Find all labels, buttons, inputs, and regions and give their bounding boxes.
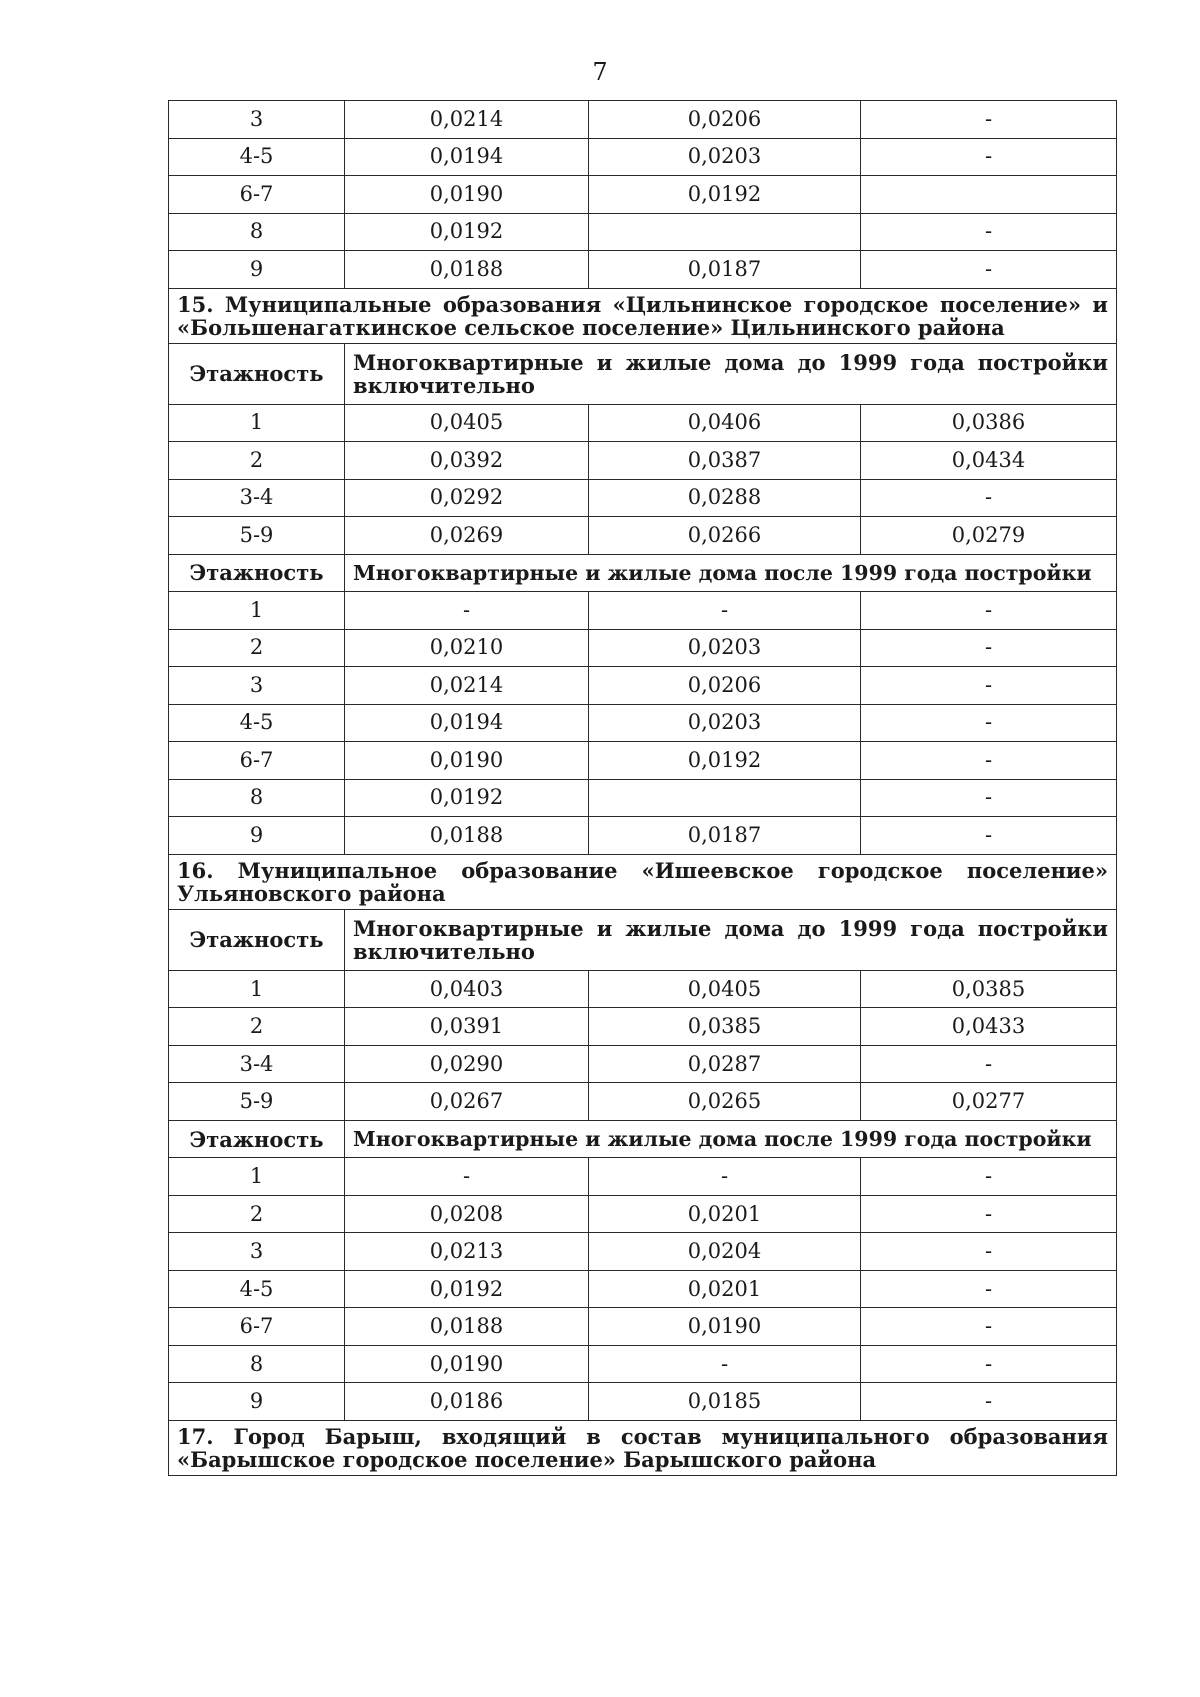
floor-cell: 5-9 <box>169 1083 345 1121</box>
table-row <box>169 1158 1117 1196</box>
value-cell: 0,0192 <box>345 1270 589 1308</box>
value-cell: 0,0385 <box>861 970 1117 1008</box>
value-cell: - <box>345 592 589 630</box>
table-row <box>169 704 1117 742</box>
value-cell: 0,0185 <box>589 1383 861 1421</box>
value-cell: - <box>589 1158 861 1196</box>
value-cell: 0,0403 <box>345 970 589 1008</box>
value-cell: - <box>861 1233 1117 1271</box>
table-row <box>169 1045 1117 1083</box>
table-row <box>169 629 1117 667</box>
value-cell: - <box>861 138 1117 176</box>
floor-cell: 5-9 <box>169 517 345 555</box>
floor-cell: 4-5 <box>169 138 345 176</box>
value-cell: 0,0190 <box>345 1345 589 1383</box>
value-cell: 0,0192 <box>345 779 589 817</box>
value-cell: 0,0208 <box>345 1195 589 1233</box>
floor-cell: 9 <box>169 817 345 855</box>
table-row <box>169 138 1117 176</box>
value-cell: - <box>861 817 1117 855</box>
value-cell: - <box>861 479 1117 517</box>
value-cell: - <box>861 1383 1117 1421</box>
value-cell: 0,0391 <box>345 1008 589 1046</box>
value-cell: 0,0190 <box>345 176 589 214</box>
value-cell: 0,0194 <box>345 704 589 742</box>
value-cell: 0,0433 <box>861 1008 1117 1046</box>
value-cell: 0,0265 <box>589 1083 861 1121</box>
value-cell: - <box>861 213 1117 251</box>
table-row <box>169 1083 1117 1121</box>
value-cell: 0,0292 <box>345 479 589 517</box>
value-cell: 0,0385 <box>589 1008 861 1046</box>
value-cell: - <box>861 1345 1117 1383</box>
value-cell: - <box>589 592 861 630</box>
value-cell: 0,0279 <box>861 517 1117 555</box>
table-row <box>169 970 1117 1008</box>
value-cell: 0,0190 <box>589 1308 861 1346</box>
section-title-line: 16. Муниципальное образование «Ишеевское городское поселение» <box>177 857 1108 883</box>
value-cell: - <box>861 704 1117 742</box>
table-row <box>169 1195 1117 1233</box>
value-cell: - <box>861 101 1117 139</box>
value-cell <box>589 779 861 817</box>
value-cell <box>589 213 861 251</box>
header-line: Многоквартирные и жилые дома до 1999 года постройки <box>353 349 1108 375</box>
floor-cell: 2 <box>169 1008 345 1046</box>
floor-cell: 2 <box>169 1195 345 1233</box>
table-row <box>169 1233 1117 1271</box>
value-cell: - <box>589 1345 861 1383</box>
table-row <box>169 479 1117 517</box>
value-cell: - <box>861 1045 1117 1083</box>
section-title-row <box>169 288 1117 343</box>
floor-cell: 4-5 <box>169 704 345 742</box>
value-cell: 0,0190 <box>345 742 589 780</box>
floor-cell: 1 <box>169 592 345 630</box>
value-cell: 0,0187 <box>589 251 861 289</box>
floor-header: Этажность <box>169 1120 345 1158</box>
header-line: включительно <box>353 938 535 964</box>
value-cell: 0,0387 <box>589 442 861 480</box>
rates-table <box>168 100 1117 1476</box>
section-title-line: 15. Муниципальные образования «Цильнинское городское поселение» и <box>177 291 1108 317</box>
value-cell: 0,0206 <box>589 667 861 705</box>
table-row <box>169 101 1117 139</box>
value-cell: 0,0203 <box>589 629 861 667</box>
table-row <box>169 1270 1117 1308</box>
section-title-line: «Большенагаткинское сельское поселение» Цильнинского района <box>177 314 1005 340</box>
value-cell: 0,0290 <box>345 1045 589 1083</box>
floor-header: Этажность <box>169 554 345 592</box>
header-row <box>169 909 1117 970</box>
header-row <box>169 343 1117 404</box>
value-cell: 0,0266 <box>589 517 861 555</box>
value-cell: 0,0187 <box>589 817 861 855</box>
header-line: включительно <box>353 372 535 398</box>
value-cell: - <box>861 742 1117 780</box>
section-title <box>169 854 1117 909</box>
value-cell: 0,0203 <box>589 704 861 742</box>
value-cell: 0,0188 <box>345 251 589 289</box>
value-cell: 0,0267 <box>345 1083 589 1121</box>
floor-cell: 6-7 <box>169 1308 345 1346</box>
floor-cell: 2 <box>169 629 345 667</box>
section-title <box>169 1420 1117 1475</box>
floor-cell: 3 <box>169 1233 345 1271</box>
column-header-pre-1999 <box>345 909 1117 970</box>
table-row <box>169 592 1117 630</box>
floor-cell: 1 <box>169 1158 345 1196</box>
table-row <box>169 1008 1117 1046</box>
value-cell: 0,0188 <box>345 817 589 855</box>
table-row <box>169 517 1117 555</box>
section-title-row <box>169 854 1117 909</box>
value-cell: 0,0186 <box>345 1383 589 1421</box>
table-row <box>169 1345 1117 1383</box>
column-header-post-1999: Многоквартирные и жилые дома после 1999 года постройки <box>345 1120 1117 1158</box>
floor-cell: 3 <box>169 101 345 139</box>
value-cell: - <box>861 1308 1117 1346</box>
value-cell: - <box>345 1158 589 1196</box>
table-row <box>169 442 1117 480</box>
floor-cell: 8 <box>169 1345 345 1383</box>
value-cell: - <box>861 251 1117 289</box>
floor-cell: 8 <box>169 213 345 251</box>
floor-cell: 3-4 <box>169 1045 345 1083</box>
value-cell: 0,0192 <box>589 742 861 780</box>
value-cell: - <box>861 779 1117 817</box>
value-cell: 0,0434 <box>861 442 1117 480</box>
value-cell: - <box>861 1195 1117 1233</box>
value-cell: 0,0188 <box>345 1308 589 1346</box>
value-cell: 0,0204 <box>589 1233 861 1271</box>
value-cell: 0,0213 <box>345 1233 589 1271</box>
floor-cell: 6-7 <box>169 742 345 780</box>
value-cell: 0,0194 <box>345 138 589 176</box>
value-cell: - <box>861 629 1117 667</box>
floor-cell: 1 <box>169 404 345 442</box>
floor-cell: 4-5 <box>169 1270 345 1308</box>
value-cell: 0,0405 <box>589 970 861 1008</box>
value-cell: 0,0214 <box>345 667 589 705</box>
floor-cell: 3 <box>169 667 345 705</box>
table-row <box>169 742 1117 780</box>
table-row <box>169 817 1117 855</box>
header-line: Многоквартирные и жилые дома до 1999 года постройки <box>353 915 1108 941</box>
value-cell: 0,0210 <box>345 629 589 667</box>
section-title <box>169 288 1117 343</box>
value-cell <box>861 176 1117 214</box>
table-row <box>169 779 1117 817</box>
header-row <box>169 554 1117 592</box>
floor-cell: 9 <box>169 1383 345 1421</box>
floor-header: Этажность <box>169 909 345 970</box>
floor-cell: 6-7 <box>169 176 345 214</box>
value-cell: 0,0192 <box>345 213 589 251</box>
value-cell: 0,0214 <box>345 101 589 139</box>
header-row <box>169 1120 1117 1158</box>
value-cell: 0,0269 <box>345 517 589 555</box>
floor-header: Этажность <box>169 343 345 404</box>
table-row <box>169 176 1117 214</box>
value-cell: 0,0386 <box>861 404 1117 442</box>
value-cell: 0,0406 <box>589 404 861 442</box>
section-title-row <box>169 1420 1117 1475</box>
value-cell: 0,0405 <box>345 404 589 442</box>
table-row <box>169 404 1117 442</box>
table-row <box>169 1308 1117 1346</box>
floor-cell: 8 <box>169 779 345 817</box>
floor-cell: 9 <box>169 251 345 289</box>
value-cell: 0,0288 <box>589 479 861 517</box>
value-cell: 0,0192 <box>589 176 861 214</box>
value-cell: 0,0203 <box>589 138 861 176</box>
table-row <box>169 667 1117 705</box>
value-cell: 0,0206 <box>589 101 861 139</box>
value-cell: 0,0201 <box>589 1270 861 1308</box>
section-title-line: Ульяновского района <box>177 880 446 906</box>
section-title-line: «Барышское городское поселение» Барышского района <box>177 1446 877 1472</box>
table-row <box>169 213 1117 251</box>
value-cell: - <box>861 1270 1117 1308</box>
value-cell: 0,0392 <box>345 442 589 480</box>
section-title-line: 17. Город Барыш, входящий в состав муниципального образования <box>177 1423 1108 1449</box>
value-cell: 0,0287 <box>589 1045 861 1083</box>
value-cell: 0,0201 <box>589 1195 861 1233</box>
column-header-pre-1999 <box>345 343 1117 404</box>
table-row <box>169 251 1117 289</box>
floor-cell: 2 <box>169 442 345 480</box>
floor-cell: 3-4 <box>169 479 345 517</box>
value-cell: - <box>861 592 1117 630</box>
value-cell: 0,0277 <box>861 1083 1117 1121</box>
page-number: 7 <box>592 58 608 86</box>
column-header-post-1999: Многоквартирные и жилые дома после 1999 года постройки <box>345 554 1117 592</box>
table-row <box>169 1383 1117 1421</box>
value-cell: - <box>861 1158 1117 1196</box>
floor-cell: 1 <box>169 970 345 1008</box>
value-cell: - <box>861 667 1117 705</box>
